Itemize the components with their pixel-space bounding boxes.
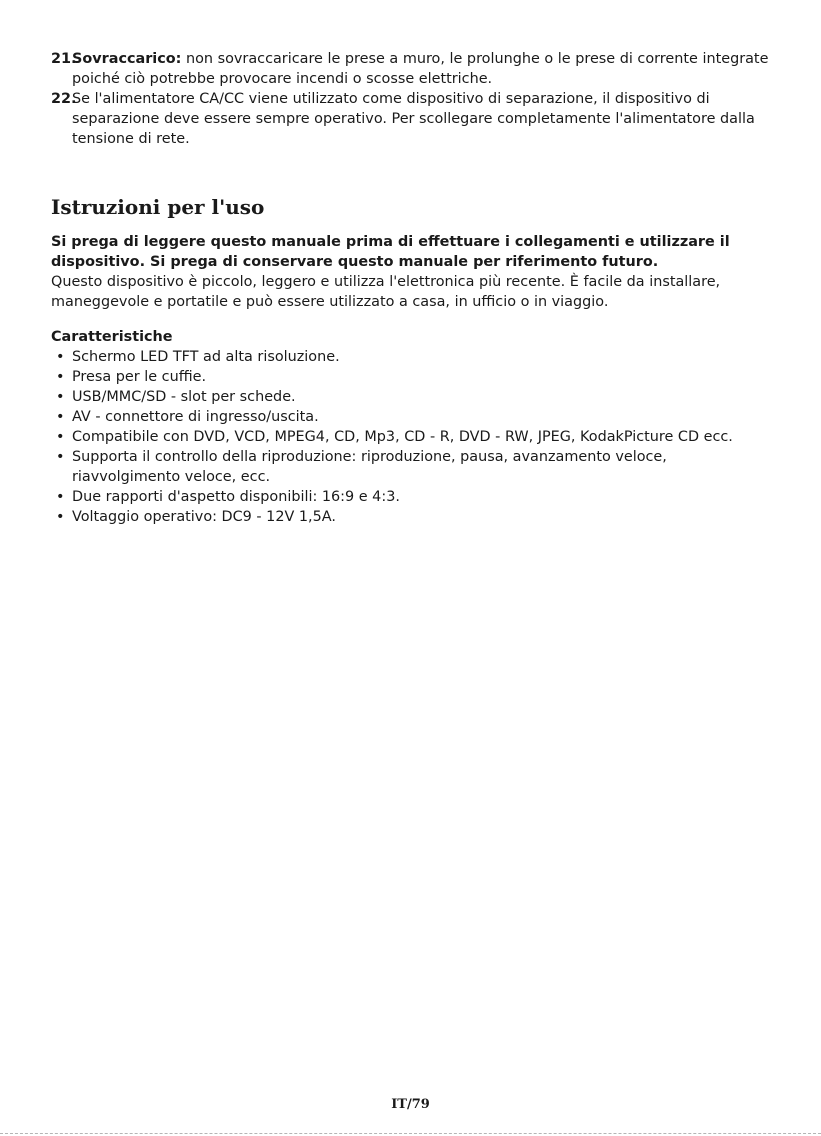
features-list [51, 347, 771, 527]
intro-text: Questo dispositivo è piccolo, leggero e utilizza l'elettronica più recente. È facile da installare, maneggevole e portatile e può essere utilizzato a casa, in ufficio o in viaggio. [51, 274, 721, 310]
features-title: Caratteristiche [51, 329, 173, 345]
feature-text: Voltaggio operativo: DC9 - 12V 1,5A. [72, 509, 336, 525]
item-text: Se l'alimentatore CA/CC viene utilizzato come dispositivo di separazione, il dispositivo di separazione deve essere sempre operativo. Per scollegare completamente l'alimentatore dalla tensione di rete. [72, 91, 755, 147]
safety-item-21 [51, 49, 771, 89]
intro-paragraph [51, 232, 767, 312]
bullet-icon: • [56, 509, 65, 525]
bullet-icon: • [56, 489, 65, 505]
feature-text: Supporta il controllo della riproduzione: riproduzione, pausa, avanzamento veloce, riavvolgimento veloce, ecc. [72, 449, 667, 485]
item-number: 22. [51, 91, 77, 107]
page-number: IT/79 [391, 1097, 430, 1112]
features-section [51, 327, 771, 527]
section-title: Istruzioni per l'uso [51, 195, 265, 219]
feature-item [51, 387, 771, 407]
bullet-icon: • [56, 349, 65, 365]
feature-item [51, 367, 771, 387]
feature-item [51, 487, 771, 507]
item-text: non sovraccaricare le prese a muro, le prolunghe o le prese di corrente integrate poiché ciò potrebbe provocare incendi o scosse elettriche. [72, 51, 769, 87]
safety-list [51, 49, 771, 149]
feature-text: Schermo LED TFT ad alta risoluzione. [72, 349, 340, 365]
page-edge-divider [0, 1133, 821, 1134]
bullet-icon: • [56, 449, 65, 465]
feature-text: Due rapporti d'aspetto disponibili: 16:9 e 4:3. [72, 489, 400, 505]
feature-text: Presa per le cuffie. [72, 369, 207, 385]
item-number: 21. [51, 51, 77, 67]
bullet-icon: • [56, 369, 65, 385]
feature-text: USB/MMC/SD - slot per schede. [72, 389, 296, 405]
feature-item [51, 447, 771, 487]
feature-text: Compatibile con DVD, VCD, MPEG4, CD, Mp3, CD - R, DVD - RW, JPEG, KodakPicture CD ecc. [72, 429, 733, 445]
bullet-icon: • [56, 389, 65, 405]
feature-item [51, 347, 771, 367]
feature-item [51, 407, 771, 427]
safety-item-22 [51, 89, 771, 149]
bullet-icon: • [56, 429, 65, 445]
feature-text: AV - connettore di ingresso/uscita. [72, 409, 319, 425]
feature-item [51, 427, 771, 447]
item-lead: Sovraccarico: [72, 51, 182, 67]
bullet-icon: • [56, 409, 65, 425]
feature-item [51, 507, 771, 527]
intro-bold: Si prega di leggere questo manuale prima di effettuare i collegamenti e utilizzare il dispositivo. Si prega di conservare questo manuale per riferimento futuro. [51, 234, 730, 270]
